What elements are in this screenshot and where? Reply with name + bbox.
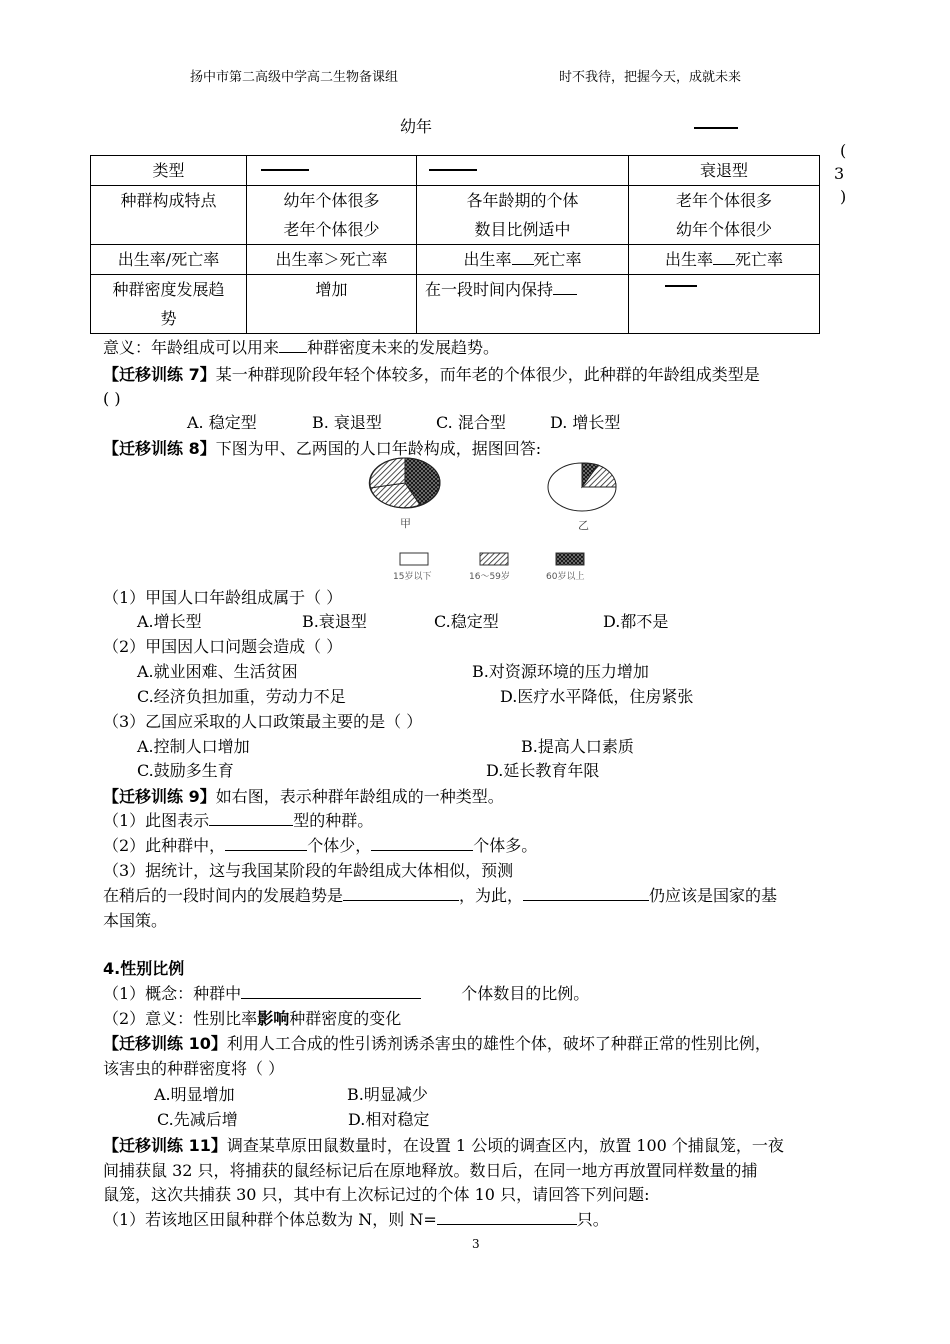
sec4-p2: （2）意义：性别比率影响种群密度的变化 [103,1009,402,1028]
ex9-q1: （1）此图表示 型的种群。 [103,811,374,830]
legend-16-59: 16～59岁 [469,572,510,582]
legend-16-59-swatch [480,553,508,565]
ex7-option-d: D. 增长型 [550,413,621,432]
ex7-tag: 【迁移训练 7】 [103,365,216,384]
ex7-option-a: A. 稳定型 [187,413,257,432]
cell-trend-growth: 增加 [247,275,417,334]
blank-line [694,127,738,129]
ex7-option-c: C. 混合型 [436,413,506,432]
ex9-q3-line2: 在稍后的一段时间内的发展趋势是 ，为此， 仍应该是国家的基 [103,886,778,905]
ex8-q3-opt-a: A.控制人口增加 [137,737,250,756]
ex11-line: 【迁移训练 11】调查某草原田鼠数量时，在设置 1 公顷的调查区内，放置 100 个捕鼠笼，一夜 [103,1136,784,1155]
ex10-opt-a: A.明显增加 [154,1085,235,1104]
ex8-q3: （3）乙国应采取的人口政策最主要的是（ ） [103,712,423,731]
header-right: 时不我待，把握今天，成就未来 [559,70,742,85]
ex10-line2: 该害虫的种群密度将（ ） [103,1059,285,1078]
ex8-q2-opt-c: C.经济负担加重，劳动力不足 [137,687,346,706]
age-structure-table [90,155,820,334]
ex10-opt-b: B.明显减少 [347,1085,428,1104]
cell-structure-label: 种群构成特点 [91,186,247,245]
pie-yi-label: 乙 [578,519,589,532]
ex10-line: 【迁移训练 10】利用人工合成的性引诱剂诱杀害虫的雄性个体，破坏了种群正常的性别比例， [103,1034,771,1053]
ex9-q3-line3: 本国策。 [103,911,168,930]
cell-rate-label: 出生率/死亡率 [91,245,247,275]
legend-under15: 15岁以下 [393,572,432,582]
ex11-line3: 鼠笼，这次共捕获 30 只，其中有上次标记过的个体 10 只，请回答下列问题: [103,1185,650,1204]
ex8-q1: （1）甲国人口年龄组成属于（ ） [103,588,343,607]
pie-jia-slice-under15 [369,458,405,488]
cell-type-growth [247,156,417,186]
ex8-line: 【迁移训练 8】下图为甲、乙两国的人口年龄构成，据图回答: [103,439,542,458]
cell-type-stable [417,156,629,186]
cell-type-label: 类型 [91,156,247,186]
section-4-title: 4.性别比例 [103,959,185,978]
cell-trend-label: 种群密度发展趋 势 [91,275,247,334]
ex8-q2-opt-b: B.对资源环境的压力增加 [472,662,649,681]
top-label: 幼年 [400,117,433,136]
population-pie-figure [360,455,640,585]
cell-rate-stable: 出生率 死亡率 [417,245,629,275]
ex9-line: 【迁移训练 9】如右图，表示种群年龄组成的一种类型。 [103,787,504,806]
ex11-line2: 间捕获鼠 32 只，将捕获的鼠经标记后在原地释放。数日后，在同一地方再放置同样数量的捕 [103,1161,758,1180]
ex8-q2-opt-d: D.医疗水平降低，住房紧张 [500,687,694,706]
ex9-q3: （3）据统计，这与我国某阶段的年龄组成大体相似，预测 [103,861,514,880]
cell-rate-growth: 出生率＞死亡率 [247,245,417,275]
legend-60plus-swatch [556,553,584,565]
ex8-q3-opt-c: C.鼓励多生育 [137,761,234,780]
pie-jia [369,458,440,508]
cell-trend-stable: 在一段时间内保持 [417,275,629,334]
meaning-line: 意义：年龄组成可以用来 种群密度未来的发展趋势。 [103,338,500,357]
ex9-tag: 【迁移训练 9】 [103,787,216,806]
ex9-q2: （2）此种群中， 个体少， 个体多。 [103,836,538,855]
page-number: 3 [472,1237,480,1251]
ex11-tag: 【迁移训练 11】 [103,1136,227,1155]
side-note-open: ( [840,141,847,160]
ex10-opt-d: D.相对稳定 [348,1110,430,1129]
sec4-p1: （1）概念：种群中 个体数目的比例。 [103,984,590,1003]
ex8-q1-opt-b: B.衰退型 [302,612,367,631]
cell-trend-decline [629,275,820,334]
ex8-q2: （2）甲国因人口问题会造成（ ） [103,637,343,656]
ex7-paren: ( ) [103,389,121,408]
ex8-tag: 【迁移训练 8】 [103,439,216,458]
ex8-q1-opt-d: D.都不是 [603,612,669,631]
cell-type-decline: 衰退型 [629,156,820,186]
cell-structure-decline: 老年个体很多 幼年个体很少 [629,186,820,245]
ex7-line: 【迁移训练 7】某一种群现阶段年轻个体较多，而年老的个体很少，此种群的年龄组成类型是 [103,365,760,384]
header-left: 扬中市第二高级中学高二生物备课组 [190,70,399,85]
ex8-q1-opt-c: C.稳定型 [434,612,499,631]
ex8-q3-opt-b: B.提高人口素质 [521,737,634,756]
side-note-number: 3 [834,164,845,183]
legend-under15-swatch [400,553,428,565]
cell-structure-growth: 幼年个体很多 老年个体很少 [247,186,417,245]
cell-structure-stable: 各年龄期的个体 数目比例适中 [417,186,629,245]
ex11-q1: （1）若该地区田鼠种群个体总数为 N，则 N= 只。 [103,1210,609,1229]
legend-60plus: 60岁以上 [546,572,585,582]
pie-jia-label: 甲 [400,517,411,530]
ex10-opt-c: C.先减后增 [157,1110,238,1129]
ex10-tag: 【迁移训练 10】 [103,1034,227,1053]
ex8-q2-opt-a: A.就业困难、生活贫困 [137,662,298,681]
side-note-close: ) [840,187,847,206]
cell-rate-decline: 出生率 死亡率 [629,245,820,275]
ex7-option-b: B. 衰退型 [312,413,382,432]
ex8-q1-opt-a: A.增长型 [137,612,202,631]
ex8-q3-opt-d: D.延长教育年限 [486,761,600,780]
pie-yi [548,463,616,511]
